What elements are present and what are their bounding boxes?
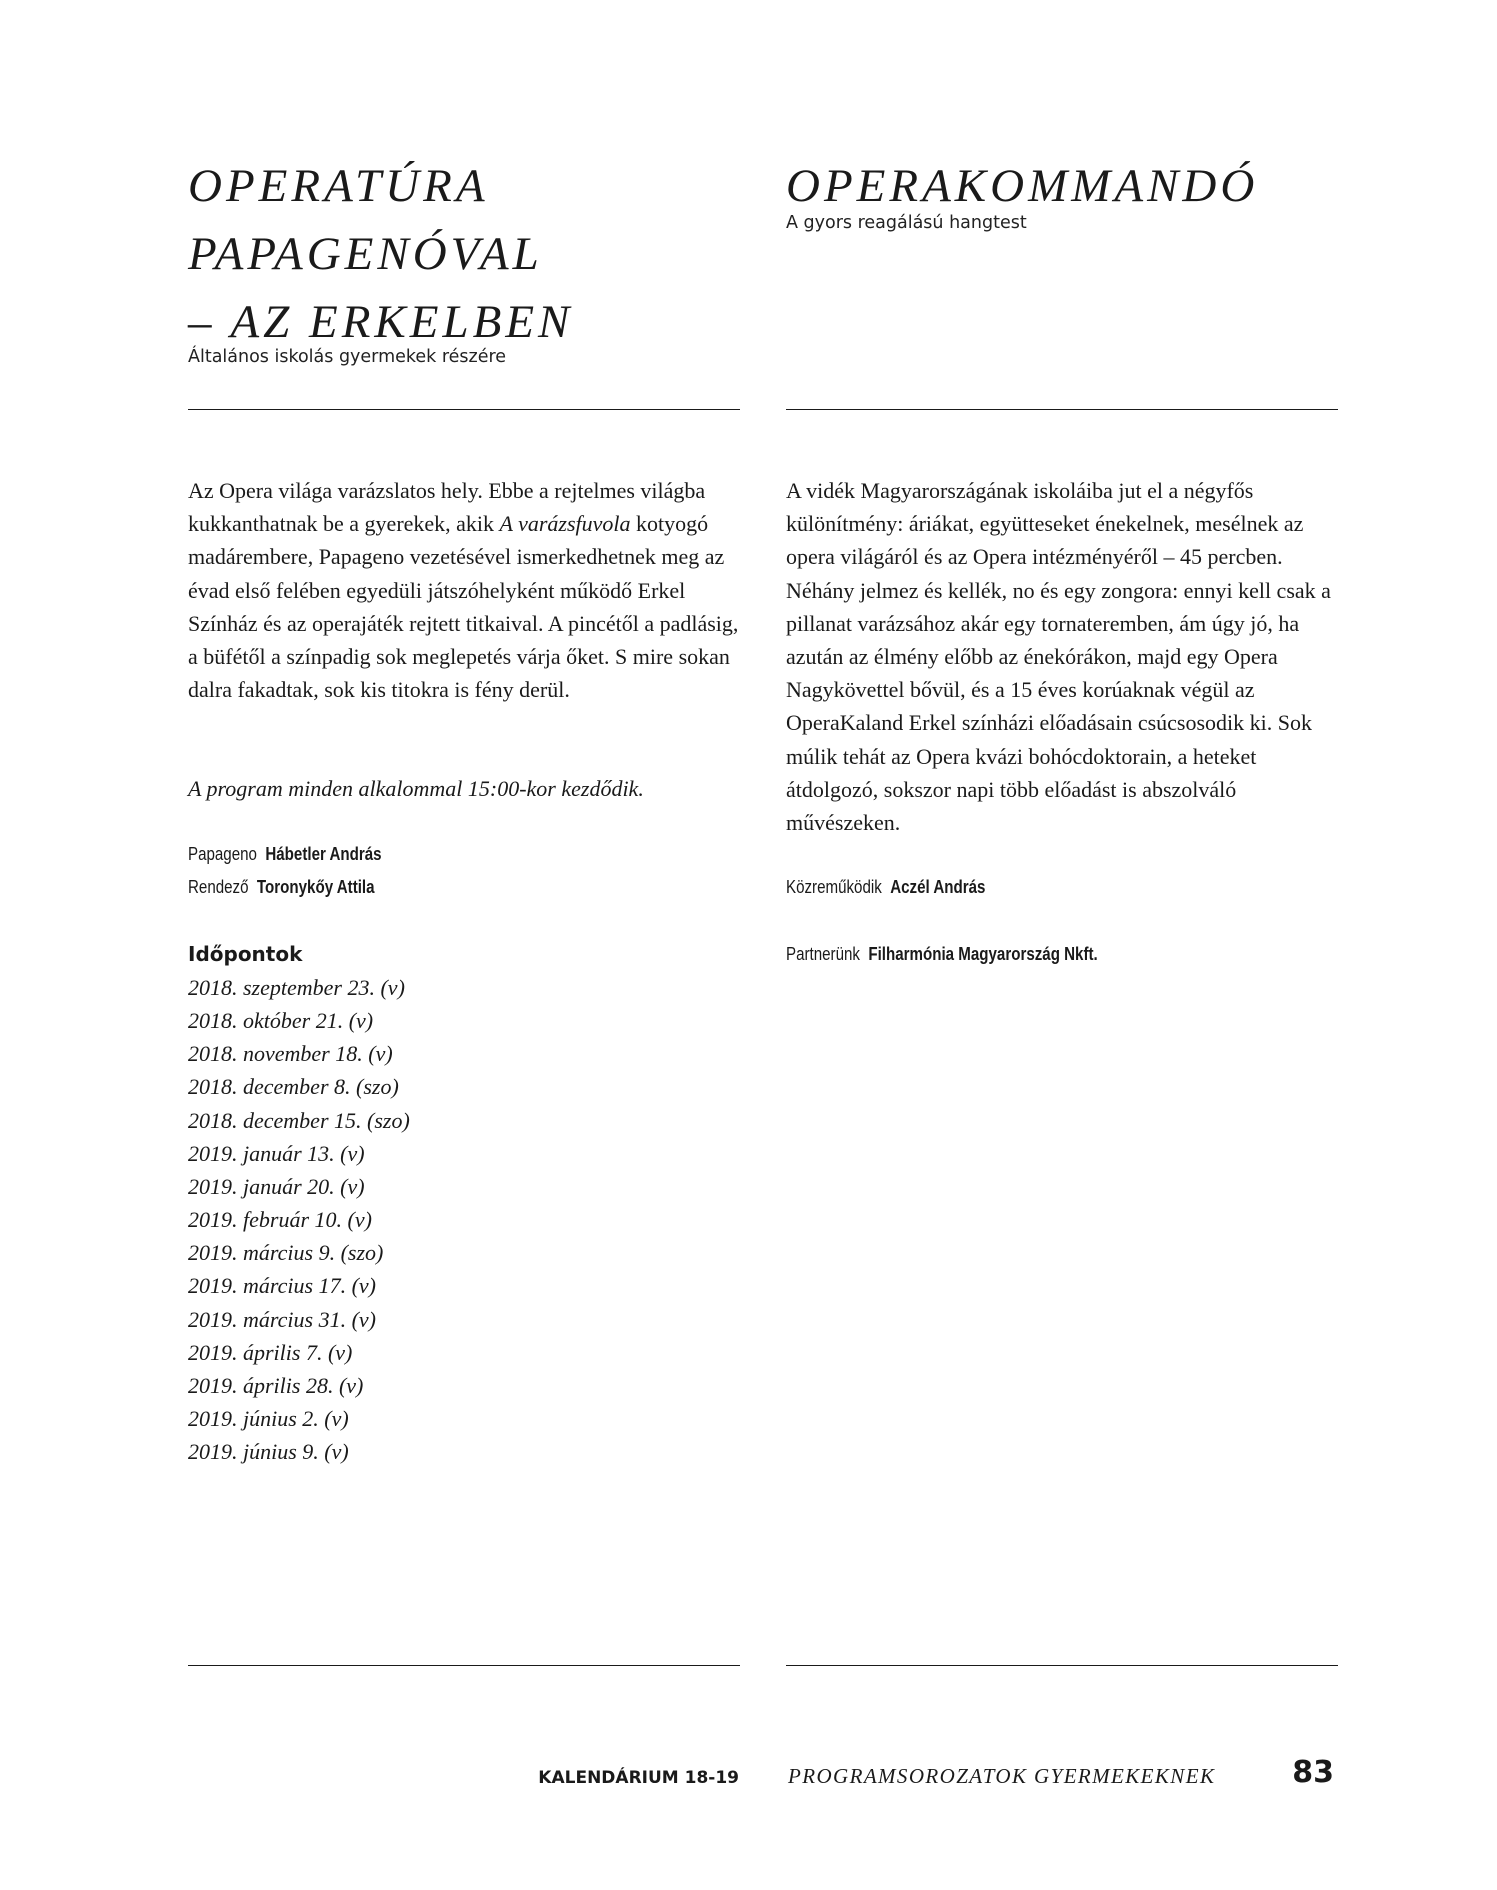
- date-item: 2018. október 21. (v): [188, 1008, 374, 1034]
- left-subtitle: Általános iskolás gyermekek részére: [188, 347, 507, 367]
- left-top-divider: [188, 409, 740, 410]
- date-item: 2019. április 7. (v): [188, 1339, 353, 1365]
- date-item: 2019. március 31. (v): [188, 1306, 376, 1332]
- credit-performer: [786, 871, 985, 905]
- section-name: PROGRAMSOROZATOK GYERMEKEKNEK: [788, 1764, 1216, 1788]
- credit-name: Filharmónia Magyarország Nkft.: [868, 944, 1098, 964]
- left-body-text: [188, 474, 740, 706]
- date-item: 2018. szeptember 23. (v): [188, 975, 405, 1000]
- left-title: [188, 152, 573, 356]
- left-body-work-title: A varázsfuvola: [499, 511, 631, 537]
- date-item: 2018. november 18. (v): [188, 1041, 393, 1067]
- credit-label: Közreműködik: [786, 877, 882, 897]
- right-bottom-divider: [786, 1665, 1338, 1666]
- dates-list: [188, 971, 410, 1468]
- left-bottom-divider: [188, 1665, 740, 1666]
- dates-heading: Időpontok: [188, 942, 303, 966]
- start-time-note: A program minden alkalommal 15:00-kor kezdődik.: [188, 776, 644, 801]
- date-item: 2019. június 2. (v): [188, 1406, 349, 1432]
- credit-director: [188, 871, 375, 905]
- credit-papageno: [188, 838, 382, 872]
- date-item: 2018. december 15. (szo): [188, 1107, 410, 1133]
- date-item: 2019. január 20. (v): [188, 1173, 365, 1199]
- page-number: 83: [1292, 1755, 1334, 1790]
- left-body-part-1: Az Opera világa varázslatos hely. Ebbe a rejtelmes világba kukkanthatnak be a gyerekek, akik: [188, 478, 706, 537]
- credit-name: Hábetler András: [265, 844, 382, 864]
- date-item: 2019. április 28. (v): [188, 1372, 364, 1398]
- date-item: 2019. február 10. (v): [188, 1207, 372, 1233]
- date-item: 2019. január 13. (v): [188, 1140, 365, 1166]
- left-title-line-3: – AZ ERKELBEN: [188, 296, 574, 348]
- publication-name: KALENDÁRIUM 18-19: [538, 1768, 739, 1788]
- right-top-divider: [786, 409, 1338, 410]
- credit-name: Toronykőy Attila: [256, 877, 375, 897]
- right-title-line-1: OPERAKOMMANDÓ: [786, 160, 1259, 212]
- credit-label: Partnerünk: [786, 944, 860, 964]
- right-subtitle: A gyors reagálású hangtest: [786, 213, 1027, 233]
- date-item: 2019. március 17. (v): [188, 1273, 376, 1299]
- left-title-line-1: OPERATÚRA: [188, 160, 489, 212]
- left-title-line-2: PAPAGENÓVAL: [188, 228, 543, 280]
- credit-label: Rendező: [188, 877, 249, 897]
- left-body-part-2: kotyogó madárembere, Papageno vezetésével ismerkedhetnek meg az évad első felében egyedüli játszóhelyként működő Erkel Színház és az operajáték rejtett titkaival. A pincétől a padlásig, a büfétől a színpadig sok meglepetés várja őket. S mire sokan dalra fakadtak, sok kis titokra is fény derül.: [188, 511, 739, 703]
- credit-name: Aczél András: [890, 877, 986, 897]
- right-title: [786, 152, 1258, 220]
- date-item: 2019. június 9. (v): [188, 1439, 349, 1465]
- credit-label: Papageno: [188, 844, 257, 864]
- date-item: 2018. december 8. (szo): [188, 1074, 399, 1100]
- date-item: 2019. március 9. (szo): [188, 1240, 384, 1266]
- right-body-text: A vidék Magyarországának iskoláiba jut el a négyfős különítmény: áriákat, együtteseket énekelnek, mesélnek az opera világáról és az Opera intézményéről – 45 percben. Néhány jelmez és kellék, no és egy zongora: ennyi kell csak a pillanat varázsához akár egy tornateremben, ám úgy jó, ha azután az élmény előbb az énekórákon, majd egy Opera Nagykövettel bővül, és a 15 éves korúaknak végül az OperaKaland Erkel színházi előadásain csúcsosodik ki. Sok múlik tehát az Opera kvázi bohócdoktorain, a heteket átdolgozó, sokszor napi több előadást is abszolváló művészeken.: [786, 478, 1331, 836]
- credit-partner: [786, 938, 1098, 972]
